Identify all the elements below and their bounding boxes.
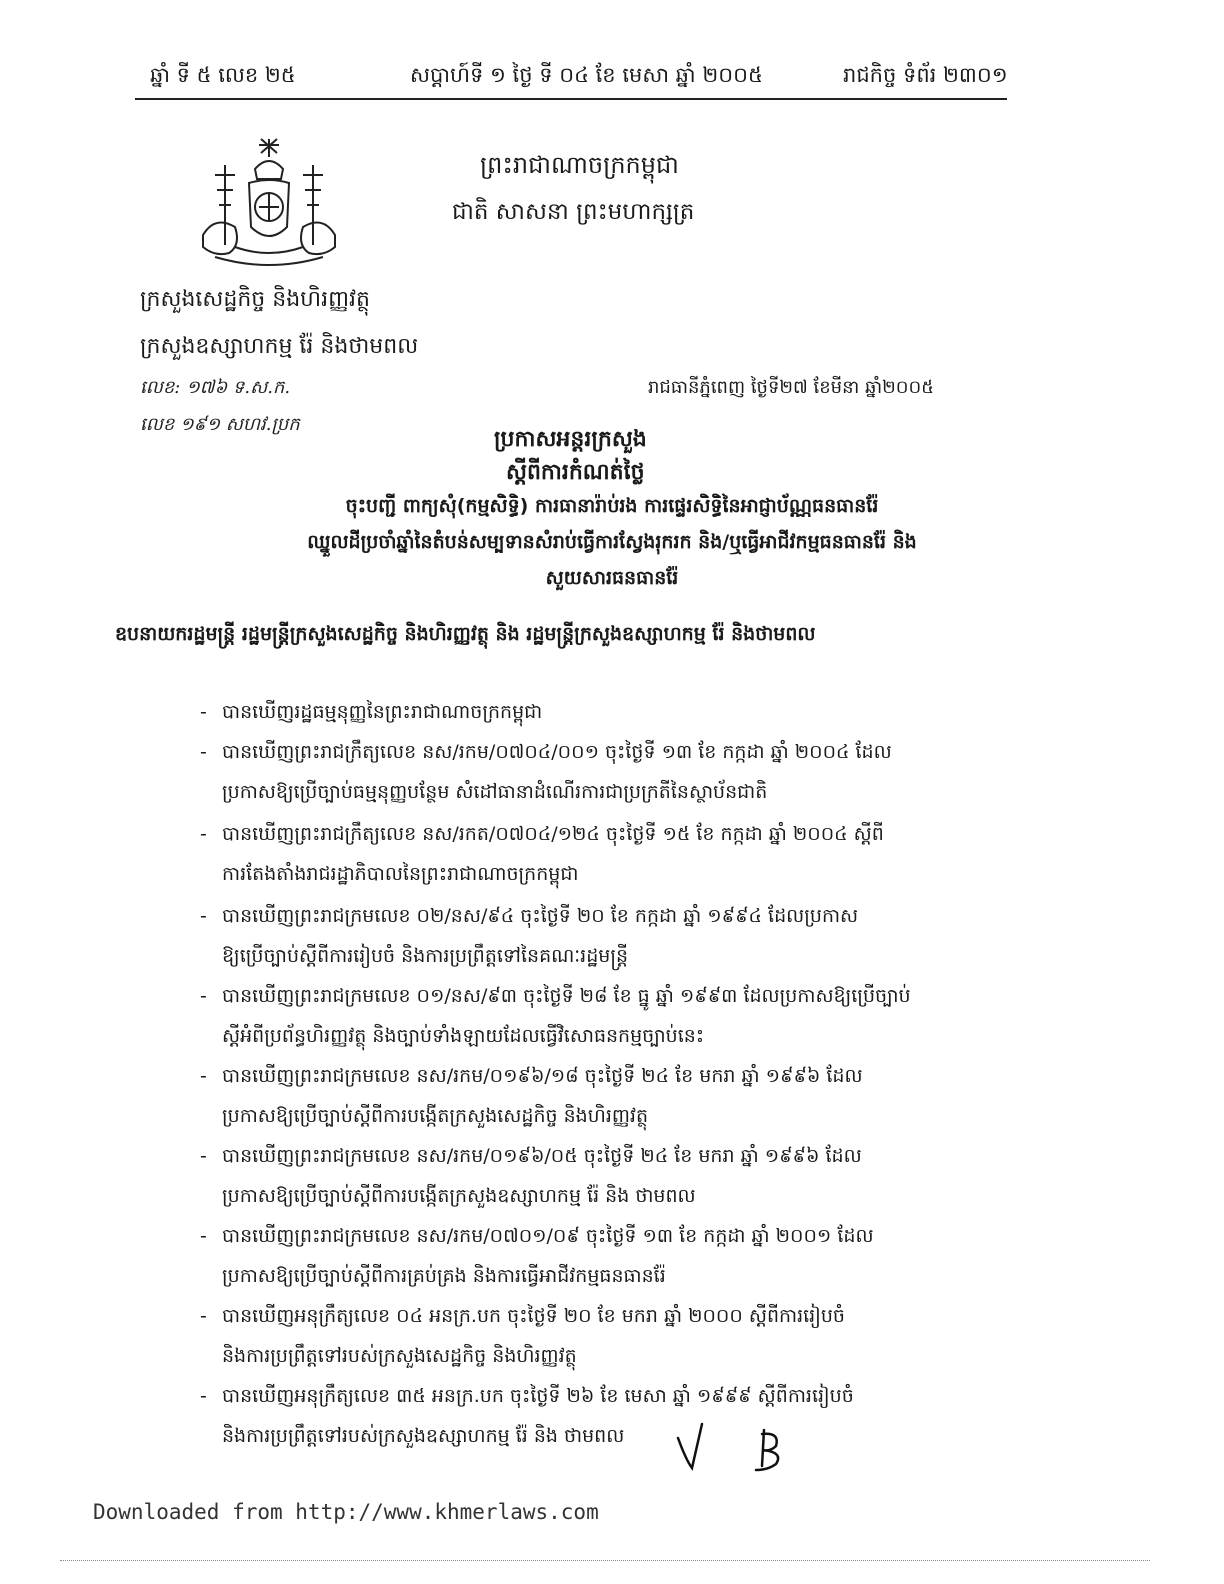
consideration-item <box>200 1136 1030 1216</box>
list-dash: - <box>200 741 207 763</box>
consideration-text: បានឃើញព្រះរាជក្រឹត្យលេខ នស/រកត/០៧០៤/១២៤ ចុះថ្ងៃទី ១៥ ខែ កក្កដា ឆ្នាំ ២០០៤ ស្តីពី <box>222 823 884 845</box>
consideration-item <box>200 1216 1030 1296</box>
list-dash: - <box>200 1145 207 1167</box>
consideration-text: បានឃើញអនុក្រឹត្យលេខ ០៤ អនក្រ.បក ចុះថ្ងៃទី ២០ ខែ មករា ឆ្នាំ ២០០០ ស្តីពីការរៀបចំ <box>222 1305 845 1327</box>
kingdom-name: ព្រះរាជាណាចក្រកម្ពុជា <box>480 151 679 179</box>
consideration-text-cont: ប្រកាសឱ្យប្រើច្បាប់ធម្មនុញ្ញបន្ថែម សំដៅធានាដំណើរការជាប្រក្រតីនៃស្ថាប័នជាតិ <box>222 781 768 803</box>
place-date: រាជធានីភ្នំពេញ ថ្ងៃទី២៧ ខែមីនា ឆ្នាំ២០០៥ <box>648 377 934 398</box>
list-dash: - <box>200 701 207 723</box>
list-dash: - <box>200 985 207 1007</box>
consideration-text-cont: និងការប្រព្រឹត្តទៅរបស់ក្រសួងឧស្សាហកម្ម រ៉ែ និង ថាមពល <box>222 1425 625 1447</box>
consideration-text-cont: ស្តីអំពីប្រព័ន្ធហិរញ្ញវត្ថុ និងច្បាប់ទាំងឡាយដែលធ្វើវិសោធនកម្មច្បាប់នេះ <box>222 1025 705 1047</box>
consideration-text-cont: និងការប្រព្រឹត្តទៅរបស់ក្រសួងសេដ្ឋកិច្ច និងហិរញ្ញវត្ថុ <box>222 1345 577 1367</box>
consideration-item <box>200 896 1030 976</box>
consideration-item <box>200 692 1030 732</box>
consideration-text: បានឃើញព្រះរាជក្រមលេខ នស/រកម/០១៩៦/០៥ ចុះថ្ងៃទី ២៤ ខែ មករា ឆ្នាំ ១៩៩៦ ដែល <box>222 1145 862 1167</box>
list-dash: - <box>200 1305 207 1327</box>
gazette-page: រាជកិច្ច ទំព័រ ២៣០១ <box>843 63 1008 87</box>
preamble-signatories: ឧបនាយករដ្ឋមន្ត្រី រដ្ឋមន្ត្រីក្រសួងសេដ្ឋកិច្ច និងហិរញ្ញវត្ថុ និង រដ្ឋមន្ត្រីក្រសួងឧស្សាហកម្ម រ៉ែ និងថាមពល <box>115 623 816 645</box>
consideration-item <box>200 732 1030 812</box>
consideration-text-cont: ឱ្យប្រើច្បាប់ស្តីពីការរៀបចំ និងការប្រព្រឹត្តទៅនៃគណៈរដ្ឋមន្ត្រី <box>222 945 629 967</box>
consideration-text-cont: ប្រកាសឱ្យប្រើច្បាប់ស្តីពីការគ្រប់គ្រង និងការធ្វើអាជីវកម្មធនធានរ៉ែ <box>222 1265 666 1287</box>
list-dash: - <box>200 905 207 927</box>
consideration-text-cont: ប្រកាសឱ្យប្រើច្បាប់ស្តីពីការបង្កើតក្រសួងឧស្សាហកម្ម រ៉ែ និង ថាមពល <box>222 1185 696 1207</box>
consideration-item <box>200 1296 1030 1376</box>
subject-line-3: សួយសារធនធានរ៉ែ <box>545 567 679 589</box>
consideration-text: បានឃើញព្រះរាជក្រឹត្យលេខ នស/រកម/០៧០៤/០០១ ចុះថ្ងៃទី ១៣ ខែ កក្កដា ឆ្នាំ ២០០៤ ដែល <box>222 741 892 763</box>
royal-emblem-icon <box>195 135 343 274</box>
header-rule <box>135 98 1007 100</box>
consideration-text: បានឃើញព្រះរាជក្រមលេខ នស/រកម/០១៩៦/១៨ ចុះថ្ងៃទី ២៤ ខែ មករា ឆ្នាំ ១៩៩៦ ដែល <box>222 1065 863 1087</box>
list-dash: - <box>200 1065 207 1087</box>
consideration-item <box>200 814 1030 894</box>
national-motto: ជាតិ សាសនា ព្រះមហាក្សត្រ <box>452 199 695 225</box>
list-dash: - <box>200 1385 207 1407</box>
consideration-text: បានឃើញព្រះរាជក្រមលេខ នស/រកម/០៧០១/០៩ ចុះថ្ងៃទី ១៣ ខែ កក្កដា ឆ្នាំ ២០០១ ដែល <box>222 1225 874 1247</box>
gazette-date: សប្តាហ៍ទី ១ ថ្ងៃ ទី ០៤ ខែ មេសា ឆ្នាំ ២០០៥ <box>410 63 763 87</box>
download-source-footer: Downloaded from http://www.khmerlaws.com <box>93 1500 599 1524</box>
consideration-item <box>200 976 1030 1056</box>
list-dash: - <box>200 1225 207 1247</box>
subject-line-2: ឈ្នួលដីប្រចាំឆ្នាំនៃតំបន់សម្បទានសំរាប់ធ្វើការស្វែងរុករក និង/ឬធ្វើអាជីវកម្មធនធានរ៉ែ និង <box>307 531 917 553</box>
consideration-text: បានឃើញរដ្ឋធម្មនុញ្ញនៃព្រះរាជាណាចក្រកម្ពុជា <box>222 701 543 723</box>
ministry-industry-mines-energy: ក្រសួងឧស្សាហកម្ម រ៉ែ និងថាមពល <box>140 334 419 359</box>
bottom-scan-edge <box>60 1560 1150 1561</box>
consideration-text: បានឃើញអនុក្រឹត្យលេខ ៣៥ អនក្រ.បក ចុះថ្ងៃទី ២៦ ខែ មេសា ឆ្នាំ ១៩៩៩ ស្តីពីការរៀបចំ <box>222 1385 854 1407</box>
consideration-item <box>200 1056 1030 1136</box>
reference-number-2: លេខ ១៩១ សហវ.ប្រក <box>140 414 300 435</box>
list-dash: - <box>200 823 207 845</box>
gazette-issue: ឆ្នាំ ទី ៥ លេខ ២៥ <box>150 63 296 87</box>
document-subtitle: ស្តីពីការកំណត់ថ្លៃ <box>506 460 645 485</box>
document-title: ប្រកាសអន្តរក្រសួង <box>494 427 647 452</box>
ministry-economy-finance: ក្រសួងសេដ្ឋកិច្ច និងហិរញ្ញវត្ថុ <box>140 287 371 312</box>
handwritten-initials-icon <box>672 1420 812 1484</box>
subject-line-1: ចុះបញ្ជី ពាក្យសុំ(កម្មសិទ្ធិ) ការធានារ៉ាប់រង ការផ្ទេរសិទ្ធិនៃអាជ្ញាប័ណ្ណធនធានរ៉ែ <box>345 495 879 517</box>
consideration-item <box>200 1376 1030 1456</box>
reference-number-1: លេខ: ១៧៦ ទ.ស.ក. <box>140 377 291 398</box>
consideration-text-cont: ការតែងតាំងរាជរដ្ឋាភិបាលនៃព្រះរាជាណាចក្រកម្ពុជា <box>222 863 579 885</box>
consideration-text: បានឃើញព្រះរាជក្រមលេខ ០២/នស/៩៤ ចុះថ្ងៃទី ២០ ខែ កក្កដា ឆ្នាំ ១៩៩៤ ដែលប្រកាស <box>222 905 859 927</box>
consideration-text: បានឃើញព្រះរាជក្រមលេខ ០១/នស/៩៣ ចុះថ្ងៃទី ២៨ ខែ ធ្នូ ឆ្នាំ ១៩៩៣ ដែលប្រកាសឱ្យប្រើច្បាប់ <box>222 985 911 1007</box>
consideration-text-cont: ប្រកាសឱ្យប្រើច្បាប់ស្តីពីការបង្កើតក្រសួងសេដ្ឋកិច្ច និងហិរញ្ញវត្ថុ <box>222 1105 649 1127</box>
